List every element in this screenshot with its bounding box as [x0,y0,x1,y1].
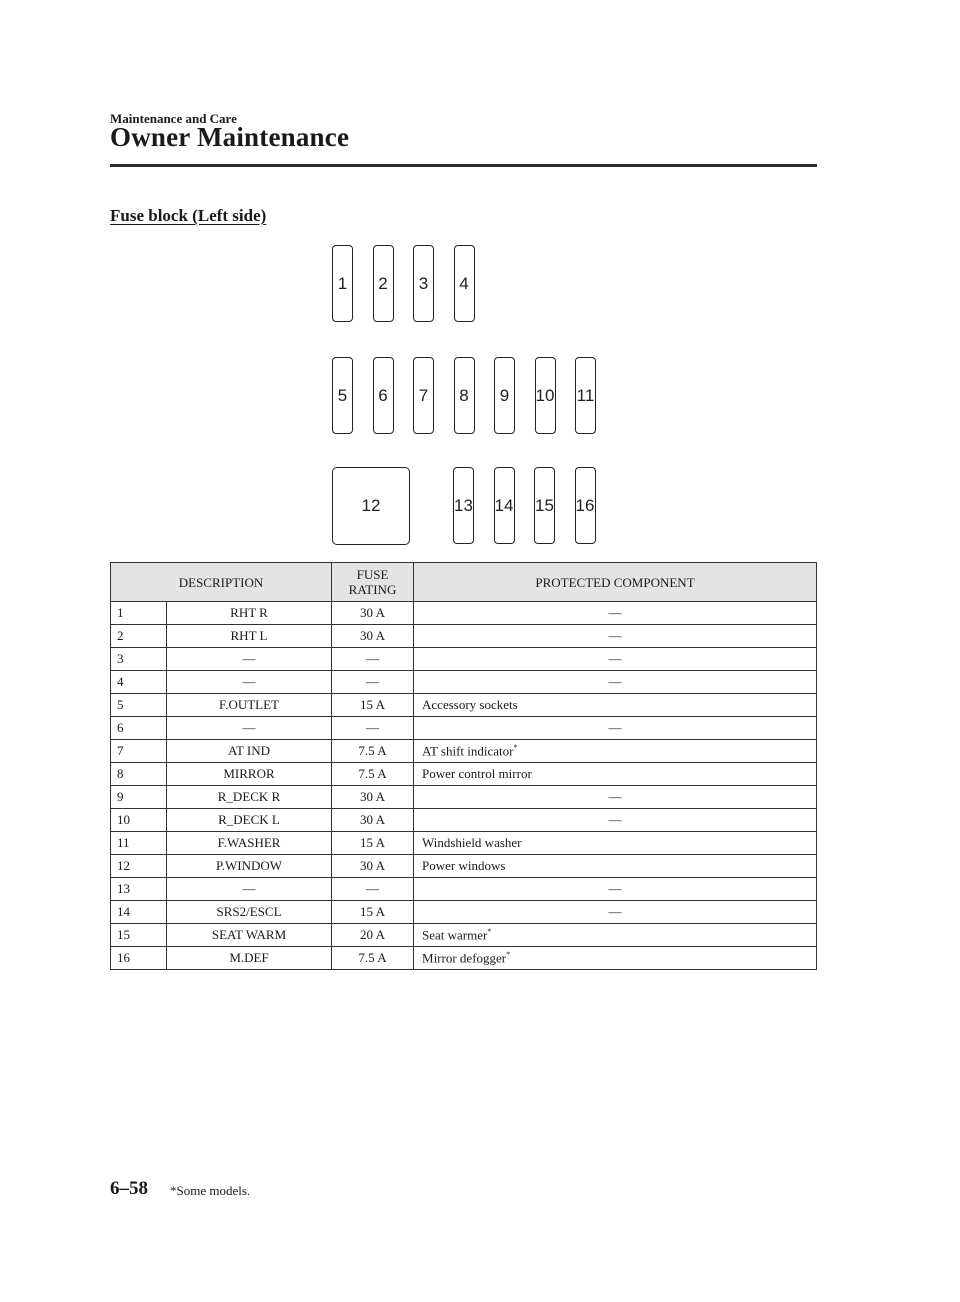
fuse-number: 13 [111,878,167,901]
fuse-description: SRS2/ESCL [167,901,332,924]
header-fuse-rating: FUSE RATING [332,563,414,602]
table-row [111,901,817,924]
protected-component-text: Mirror defogger [422,950,507,966]
fuse-number: 12 [111,855,167,878]
fuse-number: 3 [111,648,167,671]
table-row [111,855,817,878]
some-models-mark: * [506,949,511,959]
protected-component [414,625,817,648]
fuse-slot-5: 5 [332,357,353,434]
fuse-rating: 20 A [332,924,414,947]
protected-component-text: — [608,881,622,896]
fuse-description: P.WINDOW [167,855,332,878]
fuse-block-heading: Fuse block (Left side) [110,206,267,225]
protected-component [414,648,817,671]
table-row [111,671,817,694]
table-row [111,763,817,786]
fuse-description: — [167,878,332,901]
fuse-rating: — [332,671,414,694]
table-row [111,786,817,809]
fuse-number: 2 [111,625,167,648]
fuse-description: R_DECK R [167,786,332,809]
fuse-slot-1: 1 [332,245,353,322]
protected-component-text: — [608,651,622,666]
fuse-rating: — [332,717,414,740]
protected-component [414,671,817,694]
table-row [111,878,817,901]
fuse-description: — [167,717,332,740]
page-title: Owner Maintenance [110,122,350,152]
protected-component-text: Power windows [422,858,506,873]
protected-component [414,901,817,924]
some-models-mark: * [513,742,518,752]
fuse-number: 11 [111,832,167,855]
fuse-rating: — [332,648,414,671]
fuse-number: 15 [111,924,167,947]
fuse-number: 4 [111,671,167,694]
table-row [111,694,817,717]
fuse-number: 10 [111,809,167,832]
fuse-slot-12: 12 [332,467,410,545]
fuse-rating: — [332,878,414,901]
fuse-description: SEAT WARM [167,924,332,947]
fuse-slot-14: 14 [494,467,515,544]
fuse-rating: 15 A [332,832,414,855]
fuse-slot-2: 2 [373,245,394,322]
fuse-slot-16: 16 [575,467,596,544]
protected-component-text: — [608,605,622,620]
protected-component [414,786,817,809]
protected-component-text: — [608,904,622,919]
footnote: *Some models. [170,1183,251,1198]
fuse-table [110,562,817,970]
fuse-rating: 15 A [332,901,414,924]
protected-component-text: — [608,628,622,643]
fuse-rating: 7.5 A [332,947,414,970]
fuse-rating: 30 A [332,602,414,625]
fuse-rating: 30 A [332,625,414,648]
protected-component-text: Power control mirror [422,766,532,781]
fuse-slot-6: 6 [373,357,394,434]
fuse-number: 16 [111,947,167,970]
fuse-rating: 30 A [332,786,414,809]
fuse-description: R_DECK L [167,809,332,832]
table-row [111,809,817,832]
section-label: Maintenance and Care [110,111,237,126]
protected-component [414,947,817,970]
fuse-number: 7 [111,740,167,763]
fuse-number: 14 [111,901,167,924]
fuse-description: RHT L [167,625,332,648]
table-row [111,717,817,740]
table-row [111,947,817,970]
fuse-number: 9 [111,786,167,809]
protected-component-text: Seat warmer [422,927,488,943]
fuse-description: — [167,648,332,671]
protected-component [414,602,817,625]
fuse-rating: 30 A [332,855,414,878]
fuse-description: M.DEF [167,947,332,970]
header-description: DESCRIPTION [111,563,332,602]
fuse-slot-9: 9 [494,357,515,434]
fuse-rating: 30 A [332,809,414,832]
protected-component [414,809,817,832]
fuse-description: RHT R [167,602,332,625]
protected-component-text: — [608,720,622,735]
fuse-number: 8 [111,763,167,786]
protected-component-text: — [608,674,622,689]
table-row [111,924,817,947]
protected-component [414,763,817,786]
fuse-slot-4: 4 [454,245,475,322]
fuse-slot-3: 3 [413,245,434,322]
fuse-number: 6 [111,717,167,740]
some-models-mark: * [487,926,492,936]
fuse-slot-15: 15 [534,467,555,544]
page-number: 6–58 [110,1178,148,1199]
table-row [111,602,817,625]
table-row [111,832,817,855]
fuse-slot-11: 11 [575,357,596,434]
protected-component-text: — [608,812,622,827]
title-rule [110,164,817,167]
protected-component-text: Accessory sockets [422,697,518,712]
protected-component [414,878,817,901]
protected-component [414,694,817,717]
fuse-number: 1 [111,602,167,625]
fuse-diagram [0,0,960,560]
protected-component [414,740,817,763]
fuse-slot-7: 7 [413,357,434,434]
protected-component-text: — [608,789,622,804]
fuse-number: 5 [111,694,167,717]
fuse-description: F.WASHER [167,832,332,855]
fuse-description: AT IND [167,740,332,763]
protected-component [414,717,817,740]
fuse-slot-8: 8 [454,357,475,434]
fuse-description: F.OUTLET [167,694,332,717]
protected-component [414,832,817,855]
table-header-row [111,563,817,602]
table-row [111,740,817,763]
fuse-rating: 15 A [332,694,414,717]
fuse-description: MIRROR [167,763,332,786]
fuse-slot-10: 10 [535,357,556,434]
table-row [111,625,817,648]
protected-component-text: AT shift indicator [422,743,514,759]
table-row [111,648,817,671]
protected-component [414,855,817,878]
header-protected-component: PROTECTED COMPONENT [414,563,817,602]
fuse-rating: 7.5 A [332,763,414,786]
protected-component [414,924,817,947]
fuse-rating: 7.5 A [332,740,414,763]
fuse-description: — [167,671,332,694]
fuse-slot-13: 13 [453,467,474,544]
protected-component-text: Windshield washer [422,835,522,850]
